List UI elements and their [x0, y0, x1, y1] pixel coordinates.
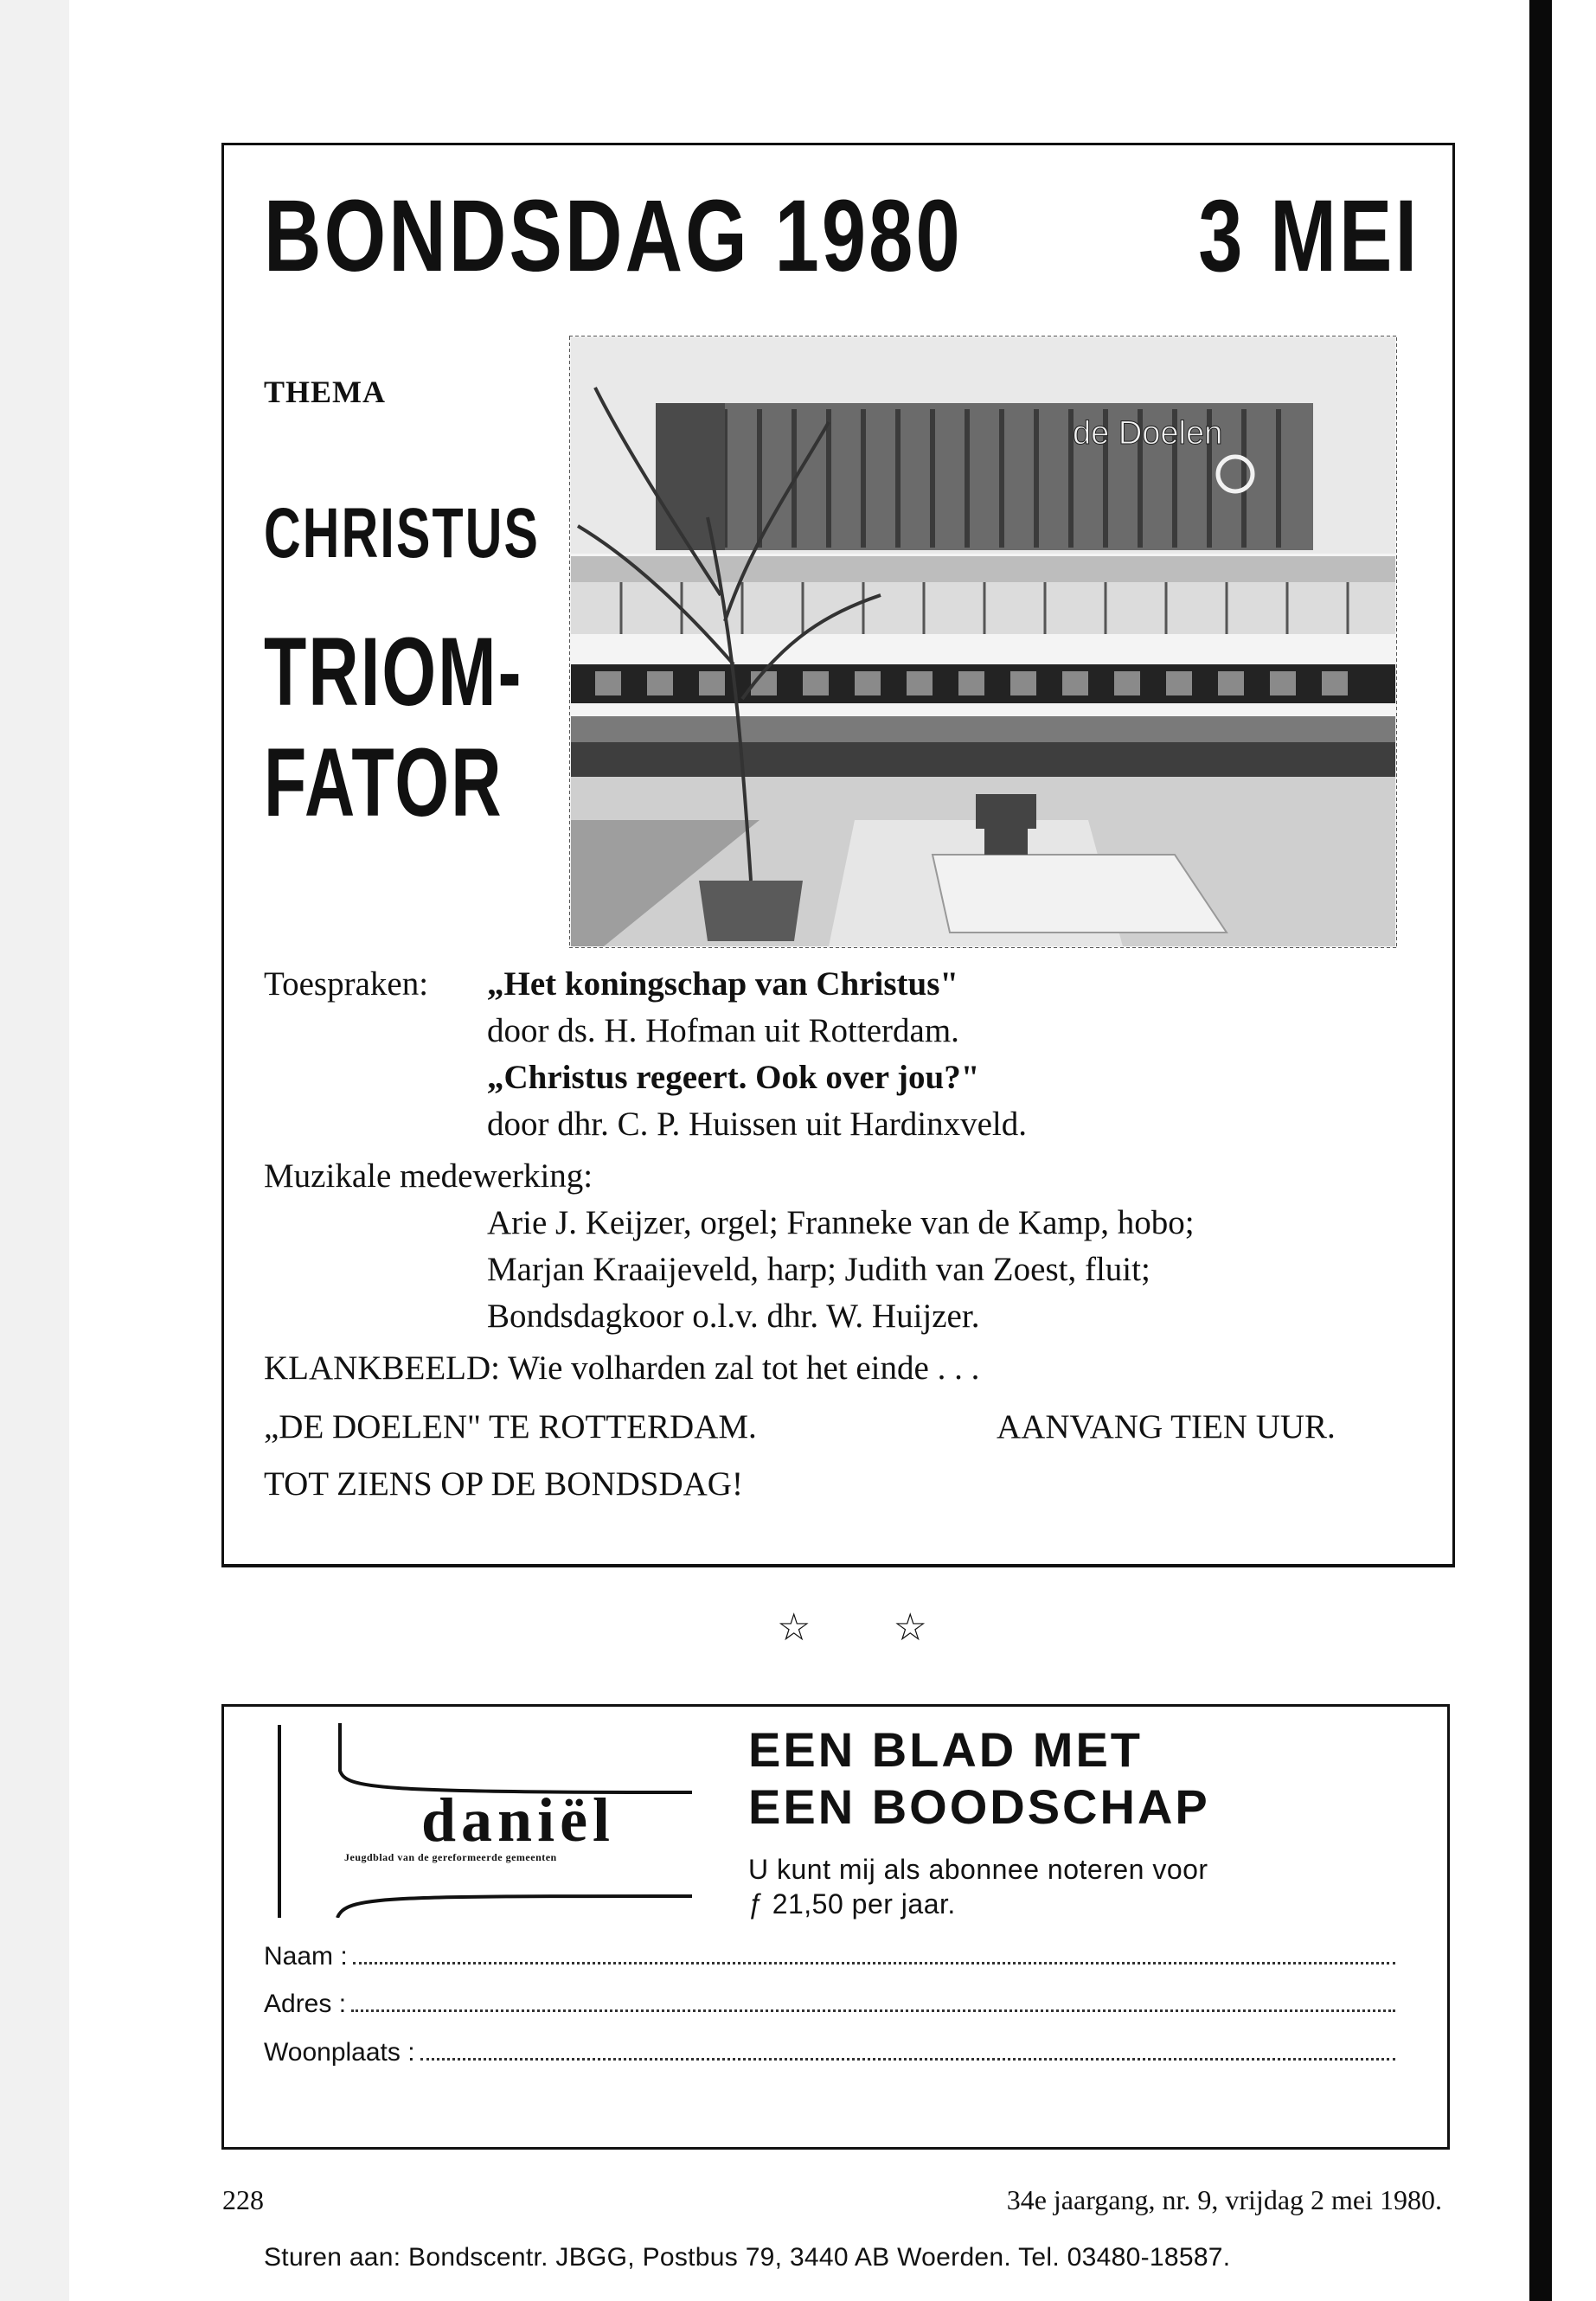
offer-line-1: U kunt mij als abonnee noteren voor [748, 1854, 1208, 1885]
daniel-logo-subtitle: Jeugdblad van de gereformeerde gemeenten [344, 1851, 557, 1863]
theme-line-1: CHRISTUS [264, 494, 541, 573]
speeches-label: Toespraken: [264, 965, 429, 1003]
star-separator: ☆ ☆ [777, 1606, 964, 1649]
slogan-line-2: EEN BOODSCHAP [748, 1779, 1210, 1834]
music-label: Muzikale medewerking: [264, 1157, 593, 1195]
scan-margin [0, 0, 69, 2301]
speech-1-speaker: door ds. H. Hofman uit Rotterdam. [487, 1012, 959, 1049]
venue-line: „DE DOELEN" TE ROTTERDAM. [264, 1408, 757, 1445]
address-label: Adres : [264, 1990, 347, 2018]
speech-2-title: „Christus regeert. Ook over jou?" [487, 1059, 980, 1096]
scan-edge-bar [1529, 0, 1552, 2301]
speech-1-title: „Het koningschap van Christus" [487, 965, 959, 1003]
issue-info: 34e jaargang, nr. 9, vrijdag 2 mei 1980. [1006, 2184, 1442, 2215]
send-to-address: Sturen aan: Bondscentr. JBGG, Postbus 79, 3440 AB Woerden. Tel. 03480-18587. [264, 2243, 1231, 2272]
theme-line-3: FATOR [264, 728, 503, 836]
page-number: 228 [222, 2184, 264, 2215]
klankbeeld-line: KLANKBEELD: Wie volharden zal tot het einde . . . [264, 1349, 980, 1387]
music-line-1: Arie J. Keijzer, orgel; Franneke van de Kamp, hobo; [487, 1204, 1195, 1241]
name-label: Naam : [264, 1942, 348, 1971]
de-doelen-photo [569, 336, 1397, 948]
slogan-line-1: EEN BLAD MET [748, 1722, 1143, 1777]
music-line-3: Bondsdagkoor o.l.v. dhr. W. Huijzer. [487, 1298, 980, 1335]
offer-line-2: ƒ 21,50 per jaar. [748, 1888, 956, 1920]
daniel-logo-word: daniël [421, 1785, 616, 1855]
farewell-line: TOT ZIENS OP DE BONDSDAG! [264, 1465, 743, 1503]
start-time: AANVANG TIEN UUR. [997, 1408, 1336, 1445]
theme-label: THEMA [264, 375, 387, 409]
photo-sign-text: de Doelen [1073, 415, 1223, 452]
music-line-2: Marjan Kraaijeveld, harp; Judith van Zoest, fluit; [487, 1251, 1151, 1288]
theme-line-2: TRIOM- [264, 618, 523, 726]
speech-2-speaker: door dhr. C. P. Huissen uit Hardinxveld. [487, 1106, 1027, 1143]
event-date: 3 MEI [1198, 179, 1420, 293]
event-title: BONDSDAG 1980 [264, 179, 963, 293]
subscription-border [221, 1704, 1450, 2150]
city-label: Woonplaats : [264, 2038, 415, 2067]
